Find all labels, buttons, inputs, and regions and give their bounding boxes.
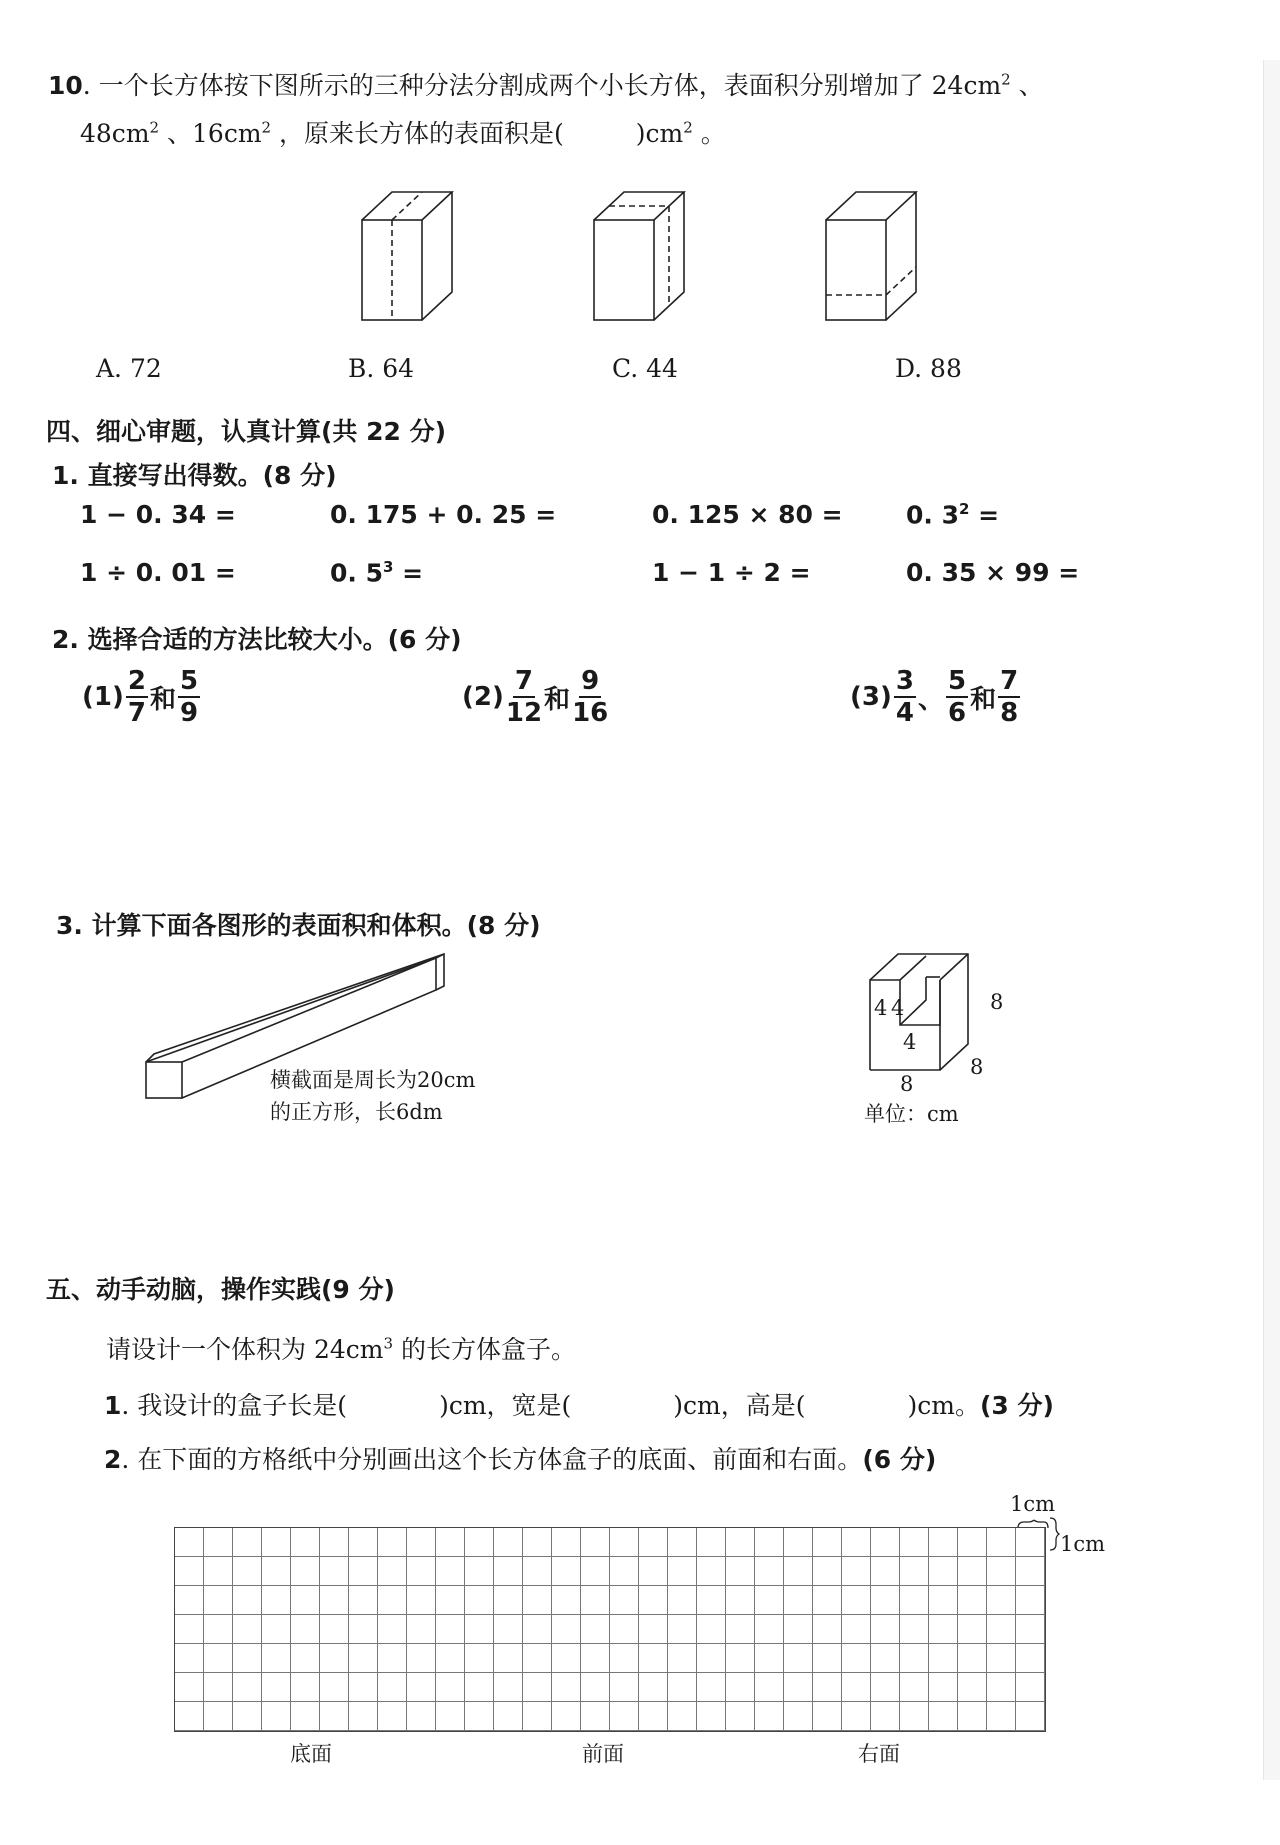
grid-scale-y: 1cm — [1060, 1532, 1106, 1556]
calc-r2-2: 0. $5^3$ = — [330, 558, 424, 588]
cuboid-figure-b — [592, 190, 692, 325]
q10-option-c[interactable]: C. 44 — [612, 354, 678, 383]
sec5-intro: 请设计一个体积为 $24cm^3$ 的长方体盒子。 — [106, 1334, 576, 1364]
compare-item-2: (2) $\frac{7}{12}$ 和 $\frac{9}{16}$ — [462, 666, 609, 728]
unit-label: 单位：cm — [864, 1102, 959, 1126]
prism-note-line2: 的正方形，长6dm — [270, 1100, 443, 1124]
calc-r1-2: 0. 175 + 0. 25 = — [330, 500, 557, 529]
fraction: $\frac{7}{12}$ — [505, 666, 543, 728]
calc-r2-1: 1 ÷ 0. 01 = — [80, 558, 236, 587]
calc-r1-4: 0. $3^2$ = — [906, 500, 1000, 530]
dim-label-2: 4 — [891, 996, 905, 1020]
dim-label-3: 4 — [903, 1030, 917, 1054]
grid-paper[interactable] — [174, 1527, 1046, 1732]
grid-label-bottom: 底面 — [290, 1742, 332, 1766]
grid-scale-x: 1cm — [1010, 1492, 1056, 1516]
q10-number: 10 — [48, 71, 83, 100]
sec4-p2-title: 2. 选择合适的方法比较大小。(6 分) — [52, 625, 462, 654]
calc-r1-3: 0. 125 × 80 = — [652, 500, 843, 529]
compare-item-1: (1) $\frac{2}{7}$ 和 $\frac{5}{9}$ — [82, 666, 199, 728]
q10-option-a[interactable]: A. 72 — [96, 354, 162, 383]
q10-line2: $48cm^2$ 、$16cm^2$ ，原来长方体的表面积是( )$cm^2$ 。 — [80, 118, 726, 148]
compare-item-3: (3) $\frac{3}{4}$ 、 $\frac{5}{6}$ 和 $\frac{7}{8}$ — [850, 666, 1019, 728]
fraction: $\frac{5}{9}$ — [179, 666, 199, 728]
dim-label-5: 8 — [970, 1055, 984, 1079]
cuboid-figure-a — [360, 190, 460, 325]
fraction: $\frac{7}{8}$ — [1000, 666, 1019, 728]
fraction: $\frac{3}{4}$ — [895, 666, 914, 728]
q10-option-d[interactable]: D. 88 — [895, 354, 962, 383]
calc-r2-4: 0. 35 × 99 = — [906, 558, 1080, 587]
sec5-q1: 1. 我设计的盒子长是( )cm，宽是( )cm，高是( )cm。(3 分) — [104, 1391, 1054, 1420]
fraction: $\frac{5}{6}$ — [947, 666, 967, 728]
calc-r1-1: 1 − 0. 34 = — [80, 500, 236, 529]
dim-label-1: 4 — [874, 996, 888, 1020]
section5-title: 五、动手动脑，操作实践(9 分) — [46, 1275, 395, 1304]
q10-line1: 10. 一个长方体按下图所示的三种分法分割成两个小长方体，表面积分别增加了 $24cm^2$ 、 — [48, 70, 1044, 100]
grid-label-right: 右面 — [858, 1742, 900, 1766]
dim-label-4: 8 — [990, 990, 1004, 1014]
sec5-q2: 2. 在下面的方格纸中分别画出这个长方体盒子的底面、前面和右面。(6 分) — [104, 1445, 937, 1474]
cuboid-figure-c — [824, 190, 924, 325]
sec4-p1-title: 1. 直接写出得数。(8 分) — [52, 461, 337, 490]
vertical-scrollbar[interactable] — [1263, 60, 1280, 1780]
grid-label-front: 前面 — [582, 1742, 624, 1766]
fraction: $\frac{2}{7}$ — [127, 666, 146, 728]
calc-r2-3: 1 − 1 ÷ 2 = — [652, 558, 811, 587]
sec4-p3-title: 3. 计算下面各图形的表面积和体积。(8 分) — [56, 911, 541, 940]
dim-label-6: 8 — [900, 1072, 914, 1096]
fraction: $\frac{9}{16}$ — [572, 666, 609, 728]
q10-option-b[interactable]: B. 64 — [348, 354, 415, 383]
prism-note-line1: 横截面是周长为20cm — [270, 1068, 476, 1092]
section4-title: 四、细心审题，认真计算(共 22 分) — [46, 417, 447, 446]
